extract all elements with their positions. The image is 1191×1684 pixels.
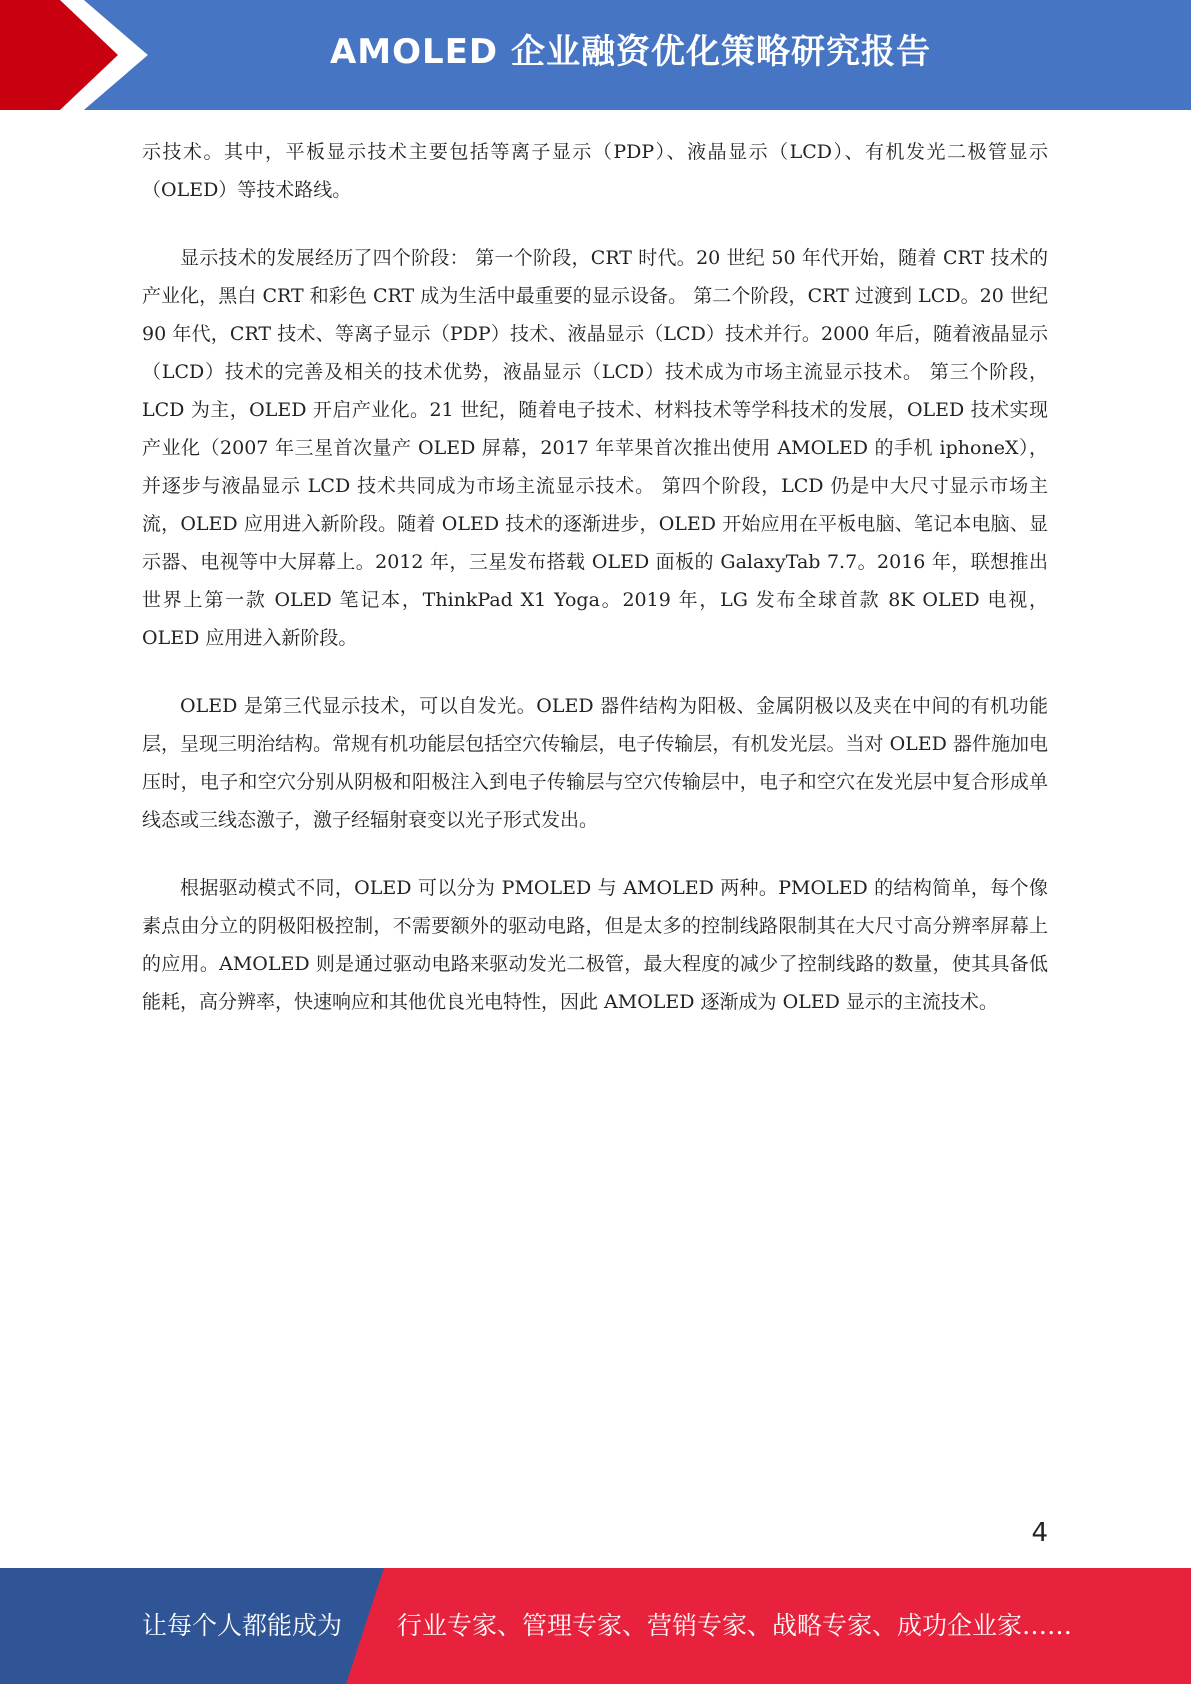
paragraph-oled-structure: OLED 是第三代显示技术，可以自发光。OLED 器件结构为阳极、金属阴极以及夹在中间的有机功能层，呈现三明治结构。常规有机功能层包括空穴传输层，电子传输层，有机发光层。当对 OLED 器件施加电压时，电子和空穴分别从阴极和阳极注入到电子传输层与空穴传输层中，电子和空穴在发光层中复合形成单线态或三线态激子，激子经辐射衰变以光子形式发出。 (142, 695, 1048, 831)
page-number: 4 (1031, 1518, 1048, 1548)
footer-slogan-right: 行业专家、管理专家、营销专家、战略专家、成功企业家…… (397, 1611, 1073, 1640)
document-body (142, 133, 1048, 1051)
paragraph-driving-modes: 根据驱动模式不同，OLED 可以分为 PMOLED 与 AMOLED 两种。PMOLED 的结构简单，每个像素点由分立的阴极阳极控制，不需要额外的驱动电路，但是太多的控制线路限制其在大尺寸高分辨率屏幕上的应用。AMOLED 则是通过驱动电路来驱动发光二极管，最大程度的减少了控制线路的数量，使其具备低能耗，高分辨率，快速响应和其他优良光电特性，因此 AMOLED 逐渐成为 OLED 显示的主流技术。 (142, 877, 1048, 1013)
report-title: AMOLED 企业融资优化策略研究报告 (329, 32, 931, 72)
header-banner (0, 0, 1191, 110)
header-chevron-decoration (0, 0, 160, 110)
paragraph-display-history: 显示技术的发展经历了四个阶段： 第一个阶段，CRT 时代。20 世纪 50 年代开始，随着 CRT 技术的产业化，黑白 CRT 和彩色 CRT 成为生活中最重要的显示设备。 第二个阶段，CRT 过渡到 LCD。20 世纪 90 年代，CRT 技术、等离子显示（PDP）技术、液晶显示（LCD）技术并行。2000 年后，随着液晶显示（LCD）技术的完善及相关的技术优势，液晶显示（LCD）技术成为市场主流显示技术。 第三个阶段，LCD 为主，OLED 开启产业化。21 世纪，随着电子技术、材料技术等学科技术的发展，OLED 技术实现产业化（2007 年三星首次量产 OLED 屏幕，2017 年苹果首次推出使用 AMOLED 的手机 iphoneX），并逐步与液晶显示 LCD 技术共同成为市场主流显示技术。 第四个阶段，LCD 仍是中大尺寸显示市场主流，OLED 应用进入新阶段。随着 OLED 技术的逐渐进步，OLED 开始应用在平板电脑、笔记本电脑、显示器、电视等中大屏幕上。2012 年，三星发布搭载 OLED 面板的 GalaxyTab 7.7。2016 年，联想推出世界上第一款 OLED 笔记本，ThinkPad X1 Yoga。2019 年，LG 发布全球首款 8K OLED 电视，OLED 应用进入新阶段。 (142, 247, 1048, 649)
paragraph-continuation: 示技术。其中，平板显示技术主要包括等离子显示（PDP）、液晶显示（LCD）、有机发光二极管显示（OLED）等技术路线。 (142, 141, 1048, 201)
footer-slogan-left: 让每个人都能成为 (142, 1611, 343, 1640)
footer-banner (0, 1568, 1191, 1684)
